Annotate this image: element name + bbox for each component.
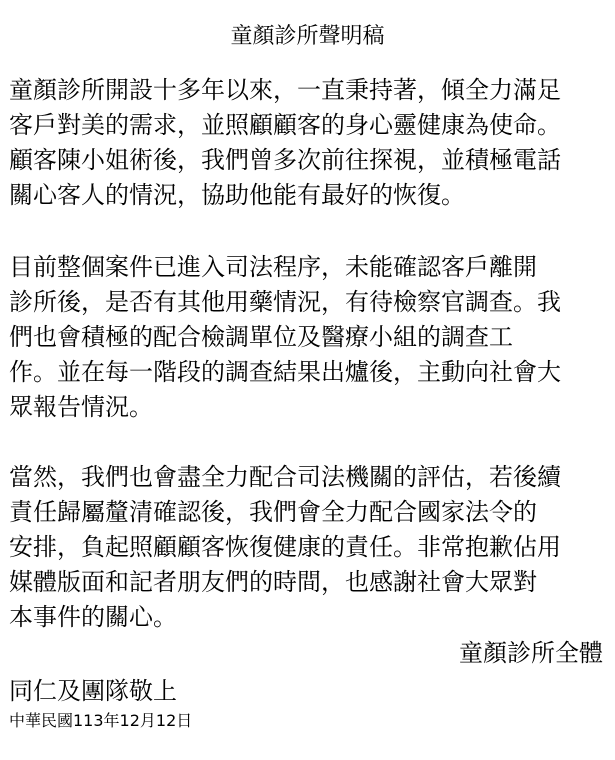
paragraph-2-line-4: 作。並在每一階段的調查結果出爐後，主動向社會大 bbox=[9, 358, 561, 386]
paragraph-3-line-1: 當然，我們也會盡全力配合司法機關的評估，若後續 bbox=[9, 463, 561, 491]
paragraph-1-line-3: 顧客陳小姐術後，我們曾多次前往探視，並積極電話 bbox=[9, 146, 561, 174]
signature-line-2: 同仁及團隊敬上 bbox=[9, 677, 177, 705]
paragraph-3-line-5: 本事件的關心。 bbox=[9, 603, 177, 631]
paragraph-2-line-3: 們也會積極的配合檢調單位及醫療小組的調查工 bbox=[9, 323, 513, 351]
paragraph-1-line-4: 關心客人的情況，協助他能有最好的恢復。 bbox=[9, 181, 465, 209]
paragraph-2-line-5: 眾報告情況。 bbox=[9, 393, 153, 421]
document-title: 童顏診所聲明稿 bbox=[230, 24, 385, 49]
paragraph-3-line-2: 責任歸屬釐清確認後，我們會全力配合國家法令的 bbox=[9, 498, 537, 526]
paragraph-1-line-2: 客戶對美的需求，並照顧顧客的身心靈健康為使命。 bbox=[9, 111, 561, 139]
paragraph-3-line-4: 媒體版面和記者朋友們的時間，也感謝社會大眾對 bbox=[9, 568, 537, 596]
paragraph-1-line-1: 童顏診所開設十多年以來，一直秉持著，傾全力滿足 bbox=[9, 76, 561, 104]
signature-line-1: 童顏診所全體 bbox=[459, 639, 603, 667]
paragraph-2-line-2: 診所後，是否有其他用藥情況，有待檢察官調查。我 bbox=[9, 288, 561, 316]
paragraph-3-line-3: 安排，負起照顧顧客恢復健康的責任。非常抱歉佔用 bbox=[9, 533, 561, 561]
statement-date: 中華民國113年12月12日 bbox=[9, 711, 193, 730]
paragraph-2-line-1: 目前整個案件已進入司法程序，未能確認客戶離開 bbox=[9, 253, 537, 281]
